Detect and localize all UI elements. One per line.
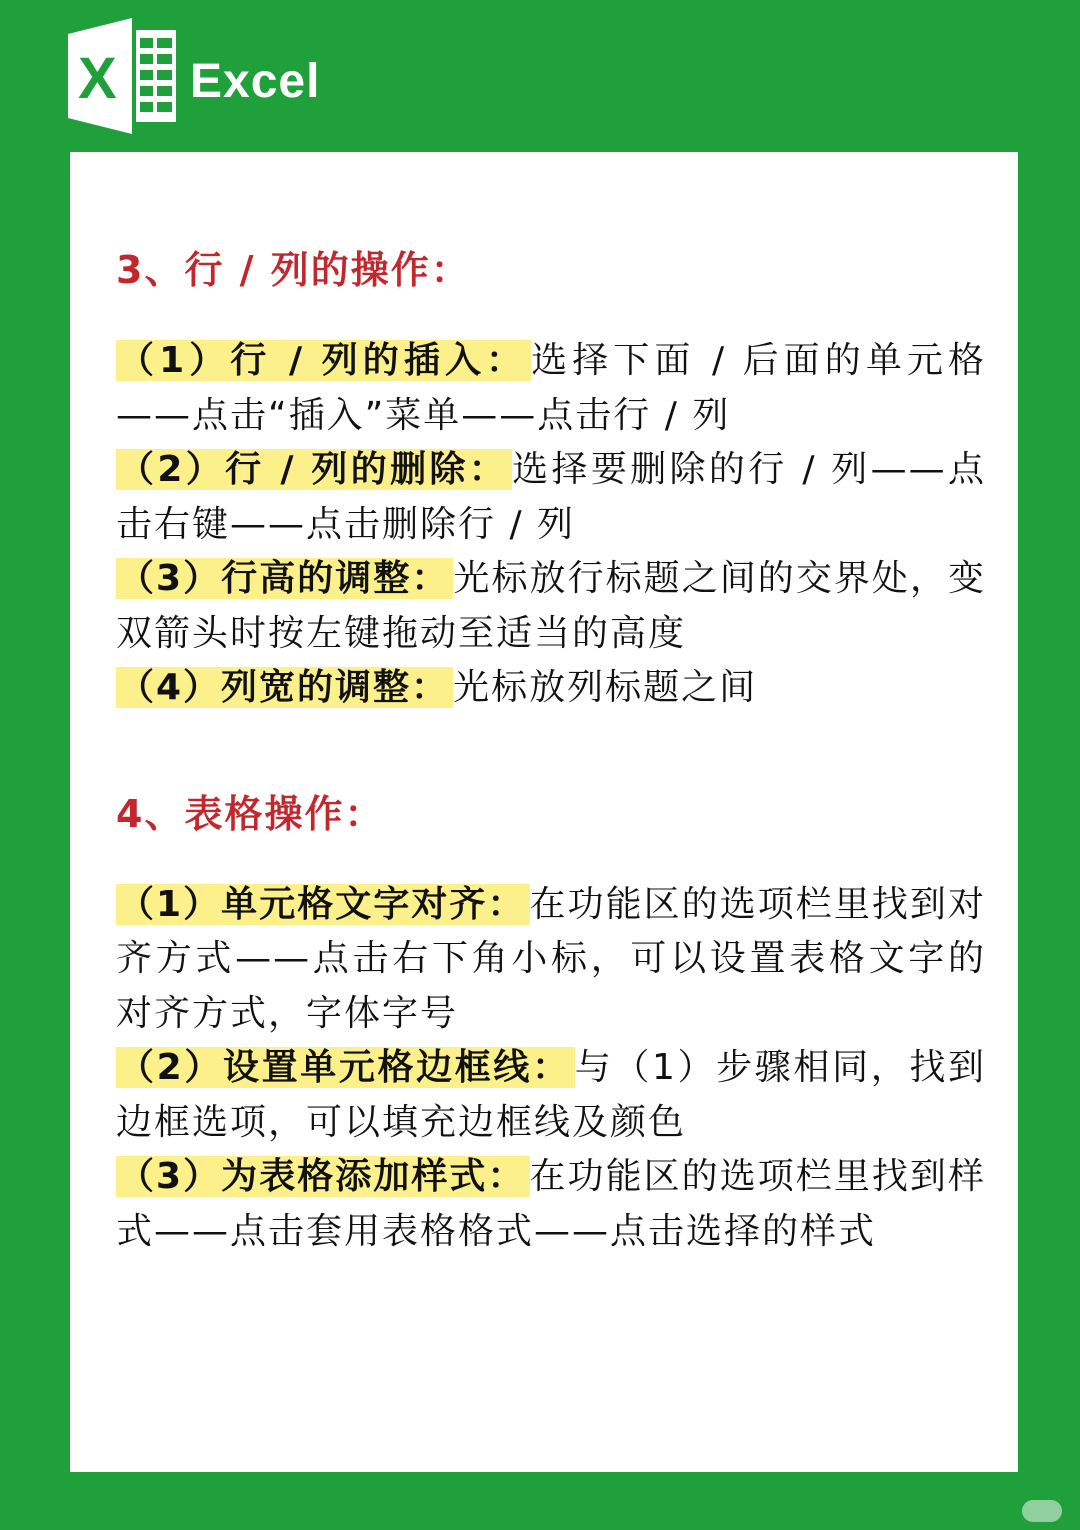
- section-4-item-3: [116, 1150, 986, 1259]
- item-text: 选择要删除的行 / 列——点击右键——点击删除行 / 列: [116, 449, 986, 545]
- item-label: （3）为表格添加样式：: [116, 1156, 530, 1197]
- section-4-item-1: [116, 878, 986, 1042]
- section-3-title: 3、行 / 列的操作：: [116, 248, 471, 292]
- svg-text:X: X: [78, 46, 117, 111]
- item-label: （3）行高的调整：: [116, 558, 453, 599]
- section-3-items: [116, 334, 986, 716]
- item-text: 光标放列标题之间: [453, 667, 758, 708]
- section-3-item-3: [116, 552, 986, 661]
- item-text: 在功能区的选项栏里找到对齐方式——点击右下角小标，可以设置表格文字的对齐方式，字体字号: [116, 883, 986, 1034]
- section-4-item-2: [116, 1041, 986, 1150]
- item-label: （1）行 / 列的插入：: [116, 340, 531, 381]
- content-card: [70, 152, 1018, 1472]
- item-text: 选择下面 / 后面的单元格——点击“插入”菜单——点击行 / 列: [116, 340, 986, 436]
- item-text: 与（1）步骤相同，找到边框选项，可以填充边框线及颜色: [116, 1047, 986, 1143]
- section-3-item-1: [116, 334, 986, 443]
- item-label: （1）单元格文字对齐：: [116, 884, 530, 925]
- watermark-icon: [1022, 1500, 1062, 1522]
- content: [116, 242, 986, 1259]
- item-label: （2）设置单元格边框线：: [116, 1047, 575, 1088]
- app-name: Excel: [190, 55, 321, 108]
- section-3-item-2: [116, 443, 986, 552]
- excel-logo-icon: [68, 16, 180, 136]
- item-label: （2）行 / 列的删除：: [116, 449, 512, 490]
- item-text: 在功能区的选项栏里找到样式——点击套用表格格式——点击选择的样式: [116, 1156, 986, 1252]
- header: [0, 0, 1080, 150]
- section-3-item-4: [116, 661, 986, 716]
- section-4-items: [116, 878, 986, 1260]
- item-text: 光标放行标题之间的交界处，变双箭头时按左键拖动至适当的高度: [116, 558, 986, 654]
- section-4-title: 4、表格操作：: [116, 791, 385, 836]
- item-label: （4）列宽的调整：: [116, 667, 453, 708]
- watermark-badge: [1022, 1500, 1062, 1522]
